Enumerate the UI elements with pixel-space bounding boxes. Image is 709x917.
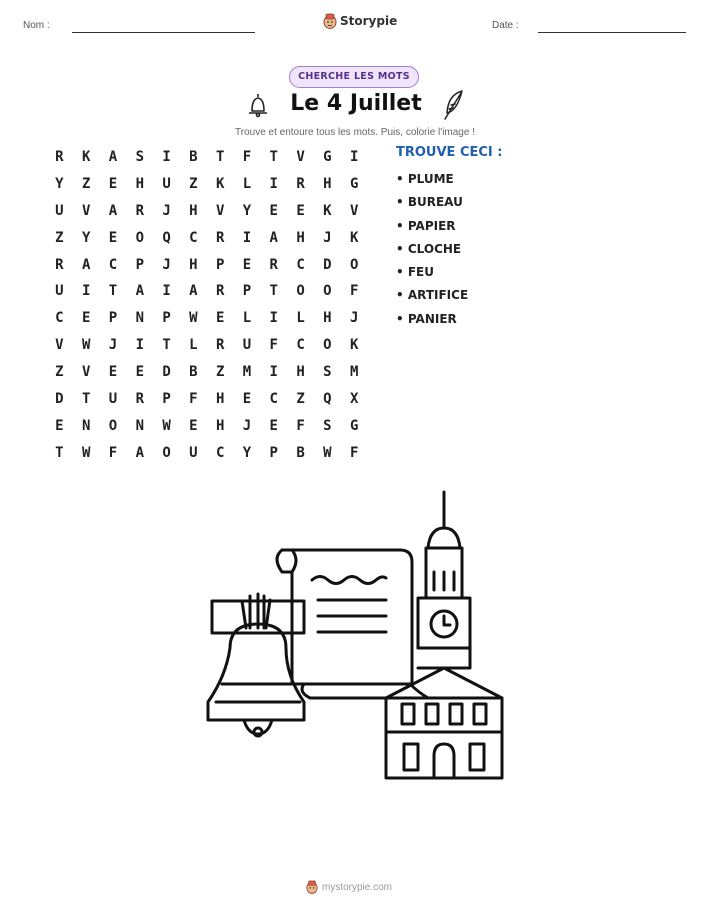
grid-cell: T (215, 149, 225, 165)
word-item: • BUREAU (396, 195, 463, 210)
grid-cell: H (215, 391, 225, 408)
grid-row (46, 229, 368, 256)
grid-cell: Z (189, 175, 198, 192)
grid-cell: W (323, 444, 332, 461)
grid-cell: O (162, 444, 171, 461)
activity-badge: CHERCHE LES MOTS (289, 66, 419, 88)
grid-cell: H (296, 229, 305, 246)
grid-cell: J (323, 229, 332, 246)
grid-cell: F (189, 391, 198, 408)
grid-cell: C (296, 256, 305, 273)
grid-cell: T (81, 391, 91, 408)
grid-cell: P (215, 256, 225, 273)
grid-cell: K (81, 149, 91, 165)
grid-cell: E (108, 175, 118, 192)
word-list (396, 172, 468, 335)
grid-row (46, 390, 368, 417)
grid-row (46, 363, 368, 390)
grid-cell: A (135, 283, 144, 300)
grid-cell: G (349, 417, 359, 434)
word-item: • PLUME (396, 172, 454, 186)
grid-cell: J (108, 337, 118, 354)
grid-cell: I (162, 149, 171, 165)
grid-cell: S (323, 364, 332, 381)
grid-cell: B (189, 364, 198, 381)
grid-cell: T (269, 283, 278, 300)
grid-cell: L (242, 175, 252, 192)
grid-row (46, 336, 368, 363)
grid-cell: E (269, 417, 278, 434)
grid-cell: A (108, 149, 118, 165)
grid-cell: Z (215, 364, 225, 381)
grid-cell: F (349, 283, 359, 300)
grid-cell: W (162, 417, 171, 434)
word-item: • PAPIER (396, 218, 456, 233)
grid-cell: V (349, 202, 359, 219)
grid-cell: T (162, 337, 171, 354)
grid-cell: H (296, 364, 305, 381)
grid-cell: Q (323, 391, 332, 408)
grid-cell: E (108, 229, 118, 246)
grid-cell: R (296, 175, 305, 192)
grid-cell: U (189, 444, 198, 461)
grid-row (46, 444, 368, 471)
grid-cell: U (55, 202, 64, 219)
grid-cell: S (323, 417, 332, 434)
grid-cell: C (296, 337, 305, 354)
grid-cell: U (108, 391, 118, 408)
grid-cell: Y (55, 175, 64, 192)
grid-cell: N (81, 417, 91, 434)
grid-cell: Z (296, 391, 305, 408)
grid-row (46, 202, 368, 229)
storypie-mascot-icon (306, 880, 318, 894)
grid-cell: H (215, 417, 225, 434)
grid-cell: R (215, 283, 225, 300)
grid-cell: R (135, 391, 144, 408)
grid-cell: L (242, 310, 252, 327)
grid-cell: O (349, 256, 359, 273)
grid-cell: U (242, 337, 252, 354)
grid-cell: I (269, 364, 278, 381)
grid-cell: E (296, 202, 305, 219)
grid-cell: V (81, 202, 91, 219)
grid-row (46, 417, 368, 444)
grid-cell: P (162, 391, 171, 408)
footer-url: mystorypie.com (322, 881, 393, 893)
grid-row (46, 256, 368, 283)
grid-cell: E (135, 364, 144, 381)
grid-cell: K (323, 202, 332, 219)
grid-cell: H (323, 310, 332, 327)
grid-cell: Y (242, 444, 252, 461)
grid-cell: M (242, 364, 252, 381)
grid-cell: N (135, 417, 144, 434)
grid-cell: E (189, 417, 198, 434)
grid-cell: E (215, 310, 225, 327)
grid-cell: F (242, 149, 252, 165)
grid-cell: A (269, 229, 278, 246)
independence-hall-icon (386, 492, 502, 778)
grid-cell: B (296, 444, 305, 461)
grid-cell: R (135, 202, 144, 219)
grid-cell: E (81, 310, 91, 327)
date-label: Date : (492, 20, 519, 31)
grid-cell: P (162, 310, 171, 327)
liberty-bell-icon (208, 594, 304, 736)
grid-cell: C (215, 444, 225, 461)
grid-cell: Z (55, 229, 64, 246)
grid-cell: W (81, 337, 91, 354)
grid-cell: Z (55, 364, 64, 381)
grid-cell: W (189, 310, 198, 327)
word-item: • FEU (396, 265, 434, 280)
grid-cell: G (349, 175, 359, 192)
brand-logo (323, 13, 397, 29)
grid-cell: T (108, 283, 118, 300)
brand-name: Storypie (340, 14, 398, 28)
grid-row (46, 309, 368, 336)
liberty-bell-scroll-independence-hall-illustration (200, 488, 510, 788)
grid-cell: P (108, 310, 118, 327)
date-line (538, 32, 686, 33)
grid-cell: D (162, 364, 171, 381)
grid-cell: U (55, 283, 64, 300)
grid-cell: J (162, 202, 171, 219)
quill-icon (440, 89, 466, 121)
grid-cell: I (349, 149, 359, 165)
grid-cell: S (135, 149, 144, 165)
grid-cell: F (349, 444, 359, 461)
grid-cell: A (108, 202, 118, 219)
grid-cell: H (135, 175, 144, 192)
grid-cell: I (81, 283, 91, 300)
grid-cell: E (242, 391, 252, 408)
grid-cell: I (269, 175, 278, 192)
grid-cell: O (108, 417, 118, 434)
grid-cell: W (81, 444, 91, 461)
grid-cell: O (135, 229, 144, 246)
grid-cell: D (55, 391, 64, 408)
grid-cell: J (162, 256, 171, 273)
grid-cell: O (296, 283, 305, 300)
word-item: • CLOCHE (396, 241, 462, 256)
storypie-mascot-icon (323, 13, 337, 29)
grid-cell: H (323, 175, 332, 192)
grid-cell: F (269, 337, 278, 354)
grid-cell: A (135, 444, 144, 461)
grid-cell: Q (162, 229, 171, 246)
grid-row (46, 148, 368, 175)
grid-cell: H (189, 202, 198, 219)
scroll-icon (277, 550, 428, 698)
grid-cell: R (215, 337, 225, 354)
grid-cell: B (189, 149, 198, 165)
footer (306, 880, 392, 894)
grid-cell: V (296, 149, 305, 165)
grid-row (46, 175, 368, 202)
grid-cell: L (189, 337, 198, 354)
grid-cell: M (349, 364, 359, 381)
grid-cell: C (269, 391, 278, 408)
grid-cell: C (108, 256, 118, 273)
name-line (72, 32, 255, 33)
grid-cell: F (296, 417, 305, 434)
instructions: Trouve et entoure tous les mots. Puis, colorie l'image ! (235, 127, 475, 138)
grid-cell: K (215, 175, 225, 192)
grid-cell: P (242, 283, 252, 300)
bell-icon (244, 91, 272, 119)
grid-cell: I (242, 229, 252, 246)
page-title: Le 4 Juillet (290, 91, 422, 116)
word-list-title: TROUVE CECI : (396, 145, 503, 160)
grid-cell: H (189, 256, 198, 273)
grid-cell: T (269, 149, 278, 165)
grid-cell: V (215, 202, 225, 219)
grid-cell: X (349, 391, 359, 408)
grid-cell: E (269, 202, 278, 219)
grid-cell: E (108, 364, 118, 381)
grid-cell: I (269, 310, 278, 327)
grid-cell: R (269, 256, 278, 273)
grid-cell: F (108, 444, 118, 461)
grid-cell: C (189, 229, 198, 246)
grid-cell: E (242, 256, 252, 273)
word-search-grid (46, 148, 368, 471)
grid-cell: A (189, 283, 198, 300)
grid-cell: C (55, 310, 64, 327)
grid-cell: L (296, 310, 305, 327)
name-label: Nom : (23, 20, 50, 31)
grid-cell: G (323, 149, 332, 165)
grid-cell: V (55, 337, 64, 354)
grid-cell: P (269, 444, 278, 461)
grid-cell: U (162, 175, 171, 192)
word-item: • PANIER (396, 311, 457, 326)
grid-cell: J (242, 417, 252, 434)
grid-cell: T (55, 444, 64, 461)
grid-cell: A (81, 256, 91, 273)
grid-cell: I (162, 283, 171, 300)
grid-cell: N (135, 310, 144, 327)
grid-cell: K (349, 229, 359, 246)
grid-cell: O (323, 337, 332, 354)
grid-cell: Y (81, 229, 91, 246)
grid-row (46, 282, 368, 309)
grid-cell: V (81, 364, 91, 381)
grid-cell: Y (242, 202, 252, 219)
grid-cell: D (323, 256, 332, 273)
grid-cell: E (55, 417, 64, 434)
grid-cell: K (349, 337, 359, 354)
word-item: • ARTIFICE (396, 288, 469, 303)
grid-cell: J (349, 310, 359, 327)
grid-cell: R (215, 229, 225, 246)
grid-cell: I (135, 337, 144, 354)
grid-cell: O (323, 283, 332, 300)
grid-cell: P (135, 256, 144, 273)
grid-cell: R (55, 256, 64, 273)
grid-cell: R (55, 149, 64, 165)
grid-cell: Z (81, 175, 91, 192)
